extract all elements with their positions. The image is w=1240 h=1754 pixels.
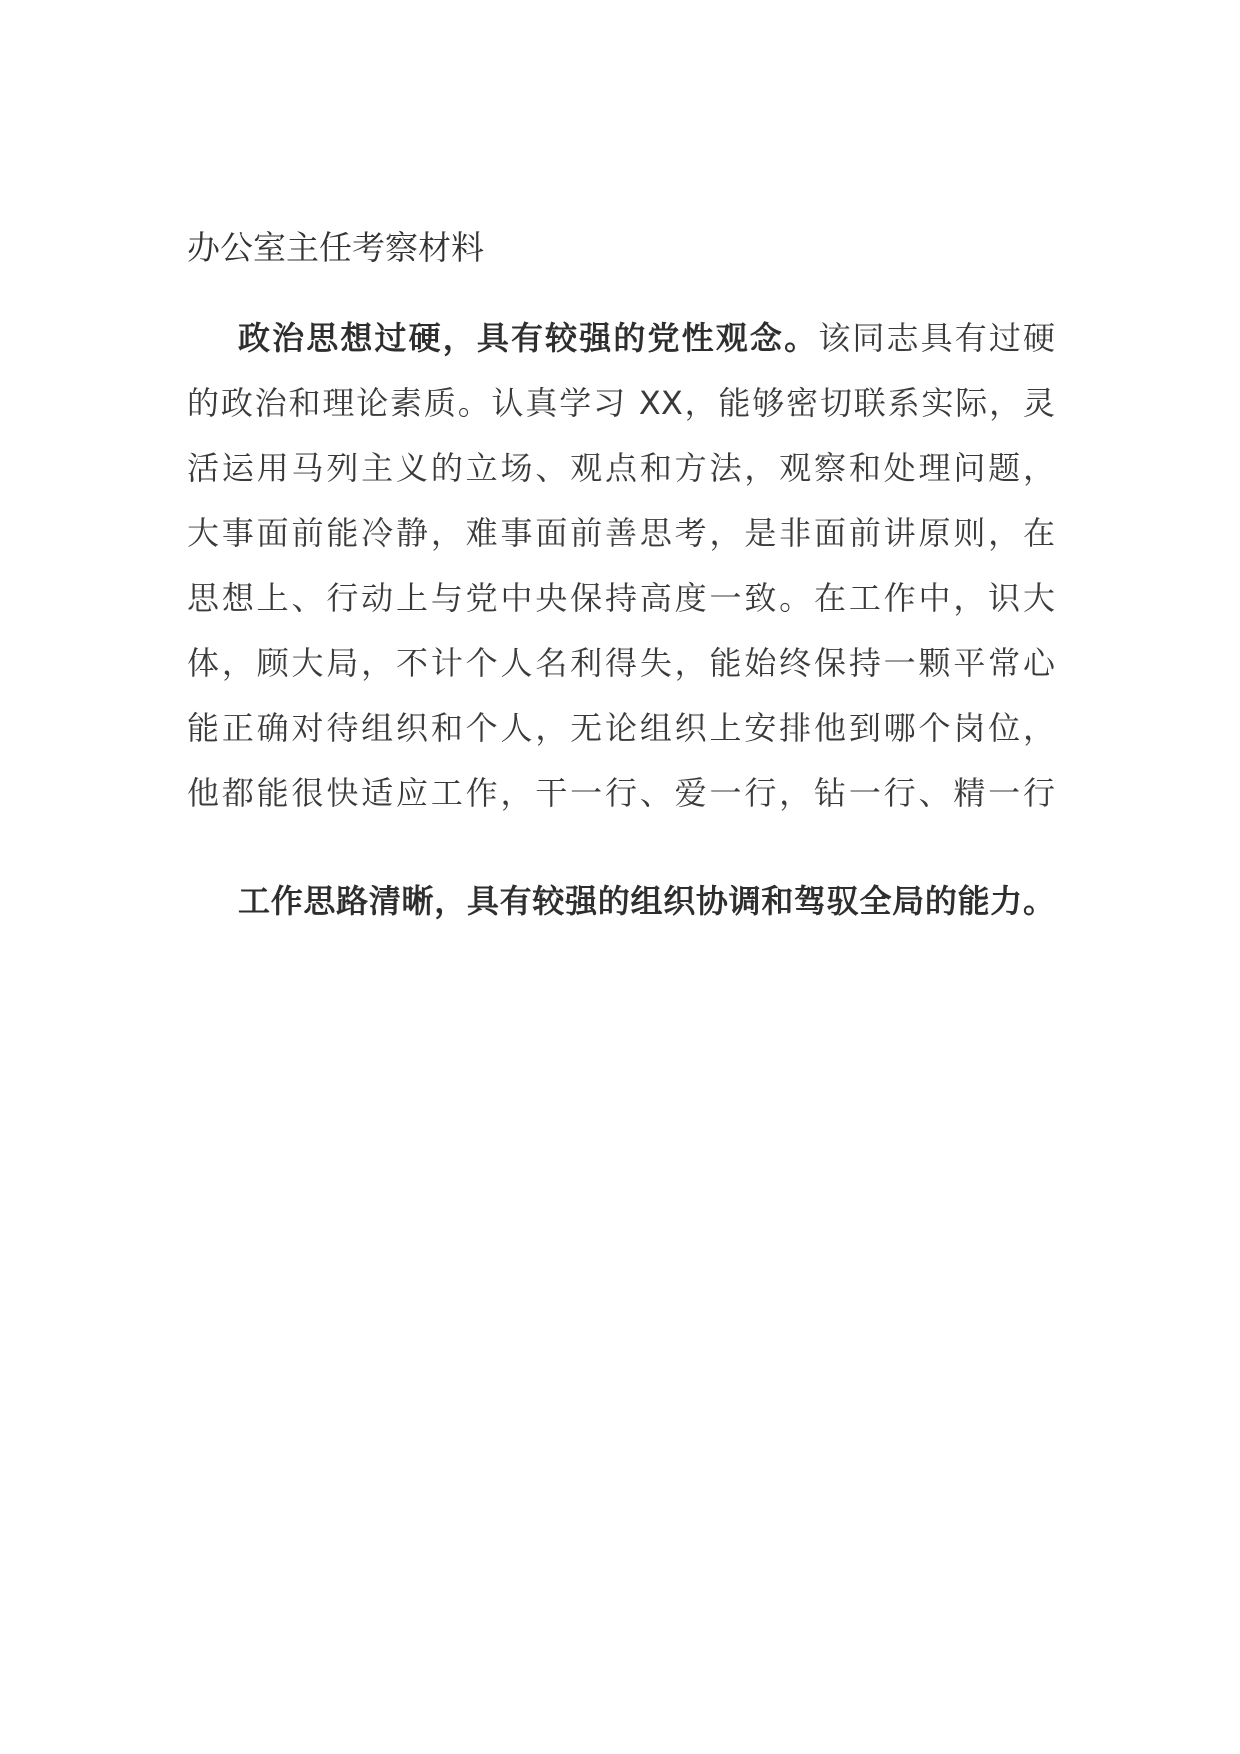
paragraph-line [187, 869, 1055, 934]
paragraph-line: 能正确对待组织和个人，无论组织上安排他到哪个岗位， [187, 709, 1055, 747]
paragraph-text: 该同志具有过硬 [818, 319, 1055, 357]
paragraph-line: 大事面前能冷静，难事面前善思考，是非面前讲原则，在 [187, 514, 1055, 552]
paragraph-line [187, 306, 1055, 371]
paragraph-line: 活运用马列主义的立场、观点和方法，观察和处理问题， [187, 449, 1055, 487]
paragraph-heading: 政治思想过硬，具有较强的党性观念。 [238, 319, 819, 357]
paragraph-political-thought [187, 306, 1055, 826]
paragraph-line: 的政治和理论素质。认真学习 XX，能够密切联系实际，灵 [187, 384, 1055, 422]
document-title: 办公室主任考察材料 [187, 228, 484, 267]
paragraph-line: 体，顾大局，不计个人名利得失，能始终保持一颗平常心 [187, 644, 1055, 682]
paragraph-heading: 工作思路清晰，具有较强的组织协调和驾驭全局的能力。 [238, 882, 1055, 920]
paragraph-line: 他都能很快适应工作，干一行、爱一行，钻一行、精一行 [187, 774, 1055, 812]
paragraph-work-ideas [187, 869, 1055, 934]
paragraph-line: 思想上、行动上与党中央保持高度一致。在工作中，识大 [187, 579, 1055, 617]
